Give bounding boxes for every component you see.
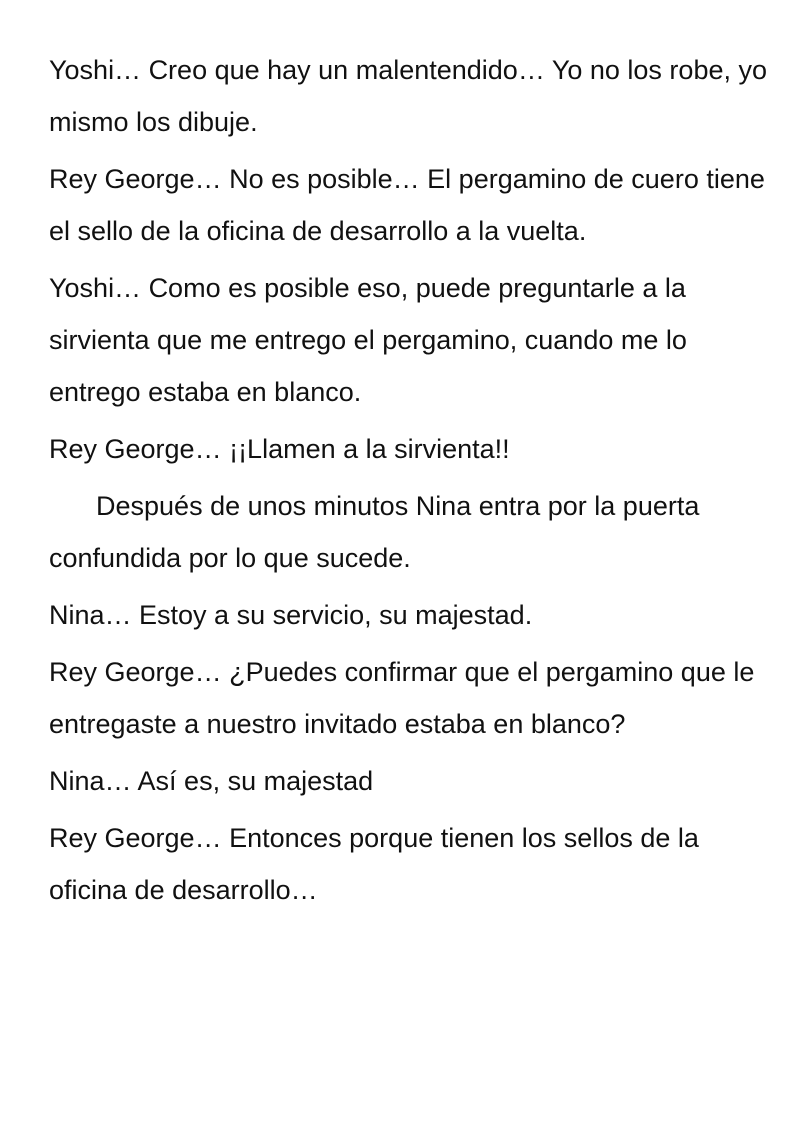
paragraph-king-seals-question: Rey George… Entonces porque tienen los sellos de la oficina de desarrollo… (49, 823, 699, 905)
paragraph-king-seal: Rey George… No es posible… El pergamino de cuero tiene el sello de la oficina de desarrollo a la vuelta. (49, 164, 765, 246)
paragraph-nina-service: Nina… Estoy a su servicio, su majestad. (49, 600, 533, 630)
paragraph-king-call-servant: Rey George… ¡¡Llamen a la sirvienta!! (49, 434, 510, 464)
paragraph-yoshi-misunderstanding: Yoshi… Creo que hay un malentendido… Yo no los robe, yo mismo los dibuje. (49, 55, 767, 137)
paragraph-nina-confirms: Nina… Así es, su majestad (49, 766, 374, 796)
paragraph-king-confirm: Rey George… ¿Puedes confirmar que el pergamino que le entregaste a nuestro invitado estaba en blanco? (49, 657, 755, 739)
paragraph-narration-nina-enters: Después de unos minutos Nina entra por la puerta confundida por lo que sucede. (49, 491, 700, 573)
paragraph-yoshi-servant: Yoshi… Como es posible eso, puede preguntarle a la sirvienta que me entrego el pergamino, cuando me lo entrego estaba en blanco. (49, 273, 687, 407)
